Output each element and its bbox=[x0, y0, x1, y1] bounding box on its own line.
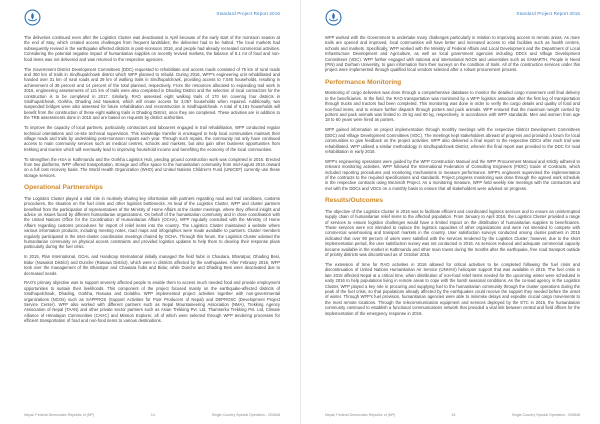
section-heading-operational-partnerships: Operational Partnerships bbox=[24, 184, 103, 192]
header-title: Standard Project Report 2016 bbox=[516, 11, 580, 16]
footer-country: Nepal, Federal Democratic Republic of (NP) bbox=[24, 413, 95, 417]
section-heading-performance-monitoring: Performance Monitoring bbox=[325, 78, 402, 86]
paragraph: The deliveries continued even after the Logistics Cluster was deactivated in April because of the early start of the monsoon season at the end of May, which created access challenges from frequent landslides; the deliveries had to be halted. The local markets had subsequently revived in the earthquake affected districts in post-monsoon 2016, and people had already recreated commercial activities. Considering the potential negative impact of humanitarian supplies on recently revived markets, the balance of 8.1 mt of food and non-food items was not delivered and was returned to the respective agencies. bbox=[24, 35, 280, 62]
page-footer bbox=[325, 413, 580, 417]
paragraph: RAO's primary objective was to support severely affected people to enable them to access much needed food and provide employment opportunities to sustain their livelihoods. This component of the project focused mainly on the earthquake-affected districts of Sindhupalchowk, Dhading, Gorkha, Rasuwa and Dolakha. WFP implemented project activities together with non-governmental organizations (NGOs) such as SAPPROS (Support Activities for Poor Producers of Nepal) and DEPROSC (Development Project Service Center). WFP also worked with different partners such as Nepal Mountaineering Association (NMA), Trekking Agency Association of Nepal (TAAN) and other private sector partners such as Asian Trekking Pvt. Ltd, Thamserku Trekking Pvt. Ltd, Climate Alliance of Himalayan Communities (CAHC) and Mission Explorer, all of which were selected through WFP tendering processes for efficient transportation of food and non-food items to various destinations. bbox=[24, 280, 280, 324]
paragraph: To improve the capacity of local partners, particularly contractors and labourers engaged in trail rehabilitation, WFP conducted regular technical orientations and on-site technical supervision. This knowledge transfer is envisaged to help local communities maintain their village roads and trails by undertaking post-monsoon repairs each year. Through such repairs, the community not only have continued access to main community services such as medical centres, schools and markets, but also gain other business opportunities from trekking and tourism which will eventually lead to improving household income and benefiting the economy of the local communities. bbox=[24, 125, 280, 152]
header-title: Standard Project Report 2016 bbox=[216, 11, 280, 16]
paragraph: WFP worked with the Government to undertake many challenges particularly in relation to improving access to remote areas. As more trails are opened and improved, local communities will have better and increased access to vital facilities such as health centres, schools and markets. Specifically, WFP worked with the Ministry of Federal Affairs and Local Development and the Department of Local Infrastructure Development and Agriculture, as well as local government agencies including DDCs and Village Development Committees (VDC). WFP further engaged with national and international NGOs and universities such as SAMARTH, People in Need (PIN) and Durham University, to gain information from their surveys on the condition of trails. All of the construction services under this project were implemented through qualified local vendors selected after a robust procurement process. bbox=[325, 35, 580, 73]
page-header bbox=[24, 9, 280, 26]
page-header bbox=[325, 9, 580, 26]
footer-country: Nepal, Federal Democratic Republic of (NP) bbox=[325, 413, 396, 417]
footer-project: Single Country Special Operation - 200848 bbox=[511, 413, 580, 417]
footer-page-number: 14 bbox=[150, 413, 155, 417]
footer-project: Single Country Special Operation - 200848 bbox=[211, 413, 280, 417]
footer-page-number: 15 bbox=[451, 413, 456, 417]
paragraph: The Logistics Cluster played a vital role in routinely sharing key information with partners regarding road and trail conditions, customs procedures, the situation on the fuel crisis and other logistics bottlenecks. As lead of the Logistics Cluster, WFP and cluster partners benefited from the participation of representatives of the Ministry of Home Affairs at the cluster meetings, where they offered insight and advice on issues faced by different humanitarian organizations. On behalf of the humanitarian community and in close coordination with the United Nations Office for the Coordination of Humanitarian Affairs (OCHA), WFP regularly consulted with the Ministry of Home Affairs regarding customs procedures for import of relief items into the country. The Logistics Cluster maintained a website where various information products, including meeting notes, road maps and infographics were made available to partners. Cluster members regularly participated in the inter-cluster coordination meetings chaired by OCHA. Through this forum, the Logistics Cluster advised the humanitarian community on physical access constraints and provided logistics updates to help them to develop their response plans particularly during the fuel crisis. bbox=[24, 195, 280, 250]
paragraph: Monitoring of cargo deliveries was done through a comprehensive database to monitor the detailed cargo movement until final delivery to the beneficiaries. In the field, the RAO transportation was monitored by a WFP logistics associate after the first leg of transportation through trucks and tractors had been completed. This monitoring was done in order to verify the cargo details and quality of food and non-food items, and to ensure further dispatch through porters and pack animals. WFP ensured that the maximum weight carried by porters and pack animals was limited to 30 kg and 60 kg, respectively, in accordance with WFP standards. Men and women from age 18 to 60 years were hired as porters. bbox=[325, 90, 580, 123]
wfp-logo-icon bbox=[24, 9, 41, 26]
paragraph: WFP's engineering operations were guided by the WFP Construction Manual and the WFP Procurement Manual and strictly adhered to relevant monitoring activities. WFP followed the International Federation of Consulting Engineers (FIDIC) Guide of Contracts, which included reporting procedures and monitoring mechanisms to measure performance. WFP's engineers supervised the implementation of the contracts to the required specifications and standards. Project progress monitoring was done through the agreed work schedule in the respective contracts using Microsoft Project. As a monitoring measure, WFP held weekly site meetings with the contractors and met with the DDCs and VDCs on a monthly basis to ensure that all stakeholders were advised on progress. bbox=[325, 158, 580, 191]
section-heading-results-outcomes: Results/Outcomes bbox=[325, 197, 383, 205]
paragraph: To strengthen the HSA in Kathmandu and the Gorkha Logistics Hub, pending ground construction work was completed in 2016. Erected from two platforms, WFP offered transportation, storage and office space to the humanitarian community from mid-August 2016 onward on a full cost recovery basis. The World Health Organization (WHO) and United Nations Children's Fund (UNICEF) currently use these storage services. bbox=[24, 156, 280, 178]
paragraph: In 2015, Plan International, GOAL and Handicap International initially managed the field hubs in Chautara, Bharatpur, Dhading Besi, Bidur (Nuwakot District) and Dunche (Rasuwa District), which were in districts affected by the earthquakes. After February 2016, WFP took over the management of the Bharatpur and Chautara hubs and Bidur, while Dunche and Dhading Besi were deactivated due to decreased needs. bbox=[24, 254, 280, 276]
paragraph: The objective of the Logistics Cluster in 2016 was to facilitate efficient and coordinated logistics services and to ensure an uninterrupted supply chain of humanitarian relief items to the affected population. From January to April 2016, the Logistics Cluster provided a range of services to ensure logistics challenges would have a limited impact on the distribution of humanitarian supplies to beneficiaries. These services were not intended to replace the logistics capacities of other organizations and were not intended to compete with commercial warehousing and transport markets in the country. User satisfaction surveys conducted among cluster partners in 2015 indicated that over 90 percent of users were satisfied with the services rendered by the Logistics Cluster; however, due to the short implementation period, the user satisfaction survey was not conducted in 2016. As services reduced and adequate commercial capacity became available in the market in Kathmandu and other main towns during the months after the earthquake, free road transport outside of priority districts was discontinued as of October 2015. bbox=[325, 208, 580, 257]
wfp-logo-icon bbox=[325, 9, 342, 26]
paragraph: WFP gained information on project implementation through monthly meetings with the respective District Development Committees (DDC) and Village Development Committees (VDC). The meetings kept stakeholders abreast of progress and provided a forum for local communities to give feedback on the project activities. WFP also delivered a final report to the respective DDCs after each trail was rehabilitated. WFP utilised a similar methodology in Sindhupalchowk District, wherein the final report was provided to the DDC for road rehabilitation in early 2016. bbox=[325, 127, 580, 154]
page-right bbox=[300, 0, 600, 424]
paragraph: The extension of time for RAO activities in 2016 allowed for critical activities to be completed following the fuel crisis and discontinuation of United Nations Humanitarian Air Service (UNHAS) helicopter support that was available in 2015. The fuel crisis in late 2015 affected Nepal at a critical time, when distribution of non-food relief items needed for the upcoming winter were scheduled in early 2016 to help populations living in remote areas to cope with the harsh seasonal conditions. As the co-lead agency in the Logistics Cluster, WFP played a key role in procuring and supplying fuel to the humanitarian community through the cluster operations during the peak of the fuel crisis, so that populations already affected by the earthquakes could receive the support they needed before the onset of winter. Through WFP's fuel provision, humanitarian agencies were able to minimise delays and expedite crucial cargo movements to the most remote locations. Through the telecommunication equipment and services deployed by the ETC in 2015, the humanitarian community continued to establish a functional communications network that provided a vital link between central and field offices for the implementation of the emergency response in 2016. bbox=[325, 261, 580, 316]
paragraph: The Government District Development Committees (DDC) requested to rehabilitate and access roads consisted of 75 km of rural roads and 300 km of trails in Sindhupalchowk district which WFP planned to rebuild. During 2016, WFP's engineering unit rehabilitated and handed over 31 km of rural roads and 29 km of walking trails in Sindhupalchowk, providing access to 7,046 households, resulting in achievement of 39 percent and 14 percent of the total planned, respectively. From the resources allocated to expanding trail work in 2016, engineering assessments of 121 km of trails were also completed in Dhading District and the selection of local contractors for the construction is to be completed in 2017. Similarly, RAO assessed eight walking trails of 170 km covering four districts in Sindhupalchowk, Gorkha, Dhading and Nuwakot, which will create access for 3,057 households when repaired. Additionally, two suspended bridges were also assessed for future rehabilitation and reconstruction in Sindhupalchowk. A total of 6,181 households will benefit from the construction of these eight walking trails in Dhading District, once they are completed. These activities are in addition to the TRB assessments done in 2015 and are based on requests by district authorities. bbox=[24, 66, 280, 121]
page-footer bbox=[24, 413, 280, 417]
